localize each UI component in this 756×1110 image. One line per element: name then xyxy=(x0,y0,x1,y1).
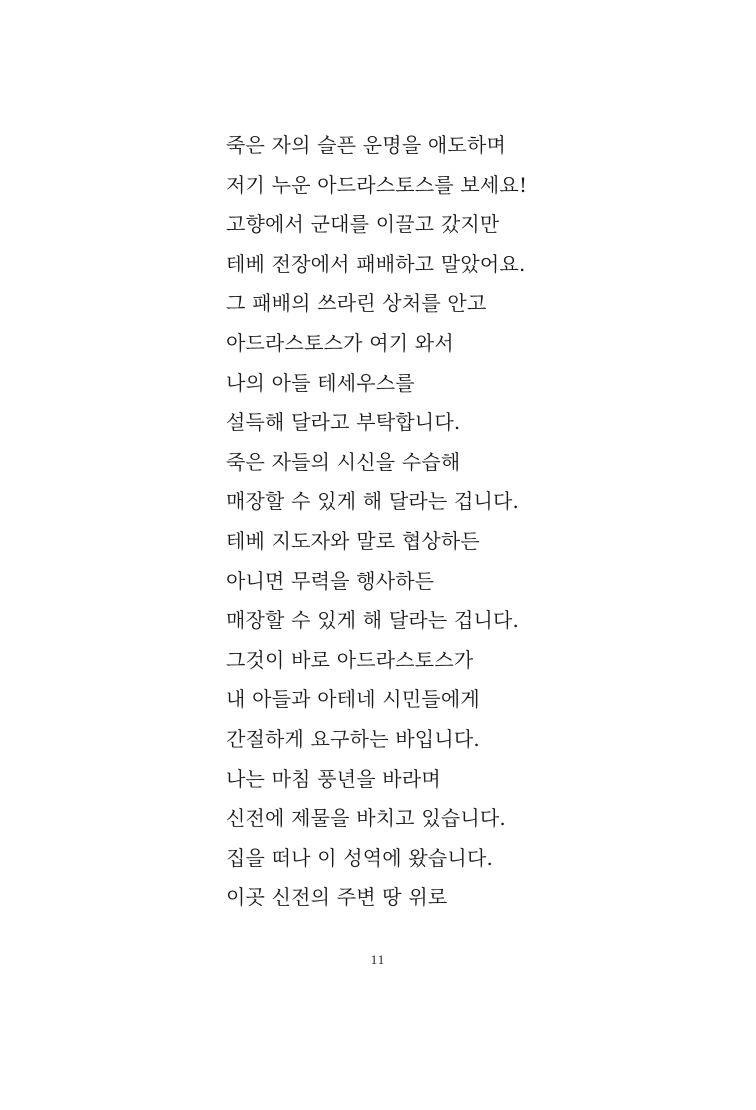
poem-line: 테베 지도자와 말로 협상하든 xyxy=(226,528,480,553)
poem-line: 그 패배의 쓰라린 상처를 안고 xyxy=(226,291,487,316)
poem-line: 집을 떠나 이 성역에 왔습니다. xyxy=(226,845,494,870)
poem-line: 매장할 수 있게 해 달라는 겁니다. xyxy=(226,608,520,633)
poem-line: 신전에 제물을 바치고 있습니다. xyxy=(226,806,506,831)
poem-line: 내 아들과 아테네 시민들에게 xyxy=(226,687,480,712)
poem-line: 설득해 달라고 부탁합니다. xyxy=(226,410,461,435)
poem-text xyxy=(226,126,527,918)
poem-line: 아드라스토스가 여기 와서 xyxy=(226,330,454,355)
poem-line: 고향에서 군대를 이끌고 갔지만 xyxy=(226,212,500,237)
poem-line: 나의 아들 테세우스를 xyxy=(226,370,415,395)
poem-line: 이곳 신전의 주변 땅 위로 xyxy=(226,885,448,910)
poem-line: 나는 마침 풍년을 바라며 xyxy=(226,766,441,791)
page-number: 11 xyxy=(370,952,386,967)
poem-line: 저기 누운 아드라스토스를 보세요! xyxy=(226,172,528,197)
poem-line: 죽은 자의 슬픈 운명을 애도하며 xyxy=(226,133,506,157)
poem-line: 간절하게 요구하는 바입니다. xyxy=(226,726,480,751)
poem-line: 아니면 무력을 행사하든 xyxy=(226,568,435,593)
poem-line: 매장할 수 있게 해 달라는 겁니다. xyxy=(226,489,520,514)
poem-line: 테베 전장에서 패배하고 말았어요. xyxy=(226,251,526,276)
poem-line: 죽은 자들의 시신을 수습해 xyxy=(226,449,461,474)
poem-line: 그것이 바로 아드라스토스가 xyxy=(226,647,474,672)
